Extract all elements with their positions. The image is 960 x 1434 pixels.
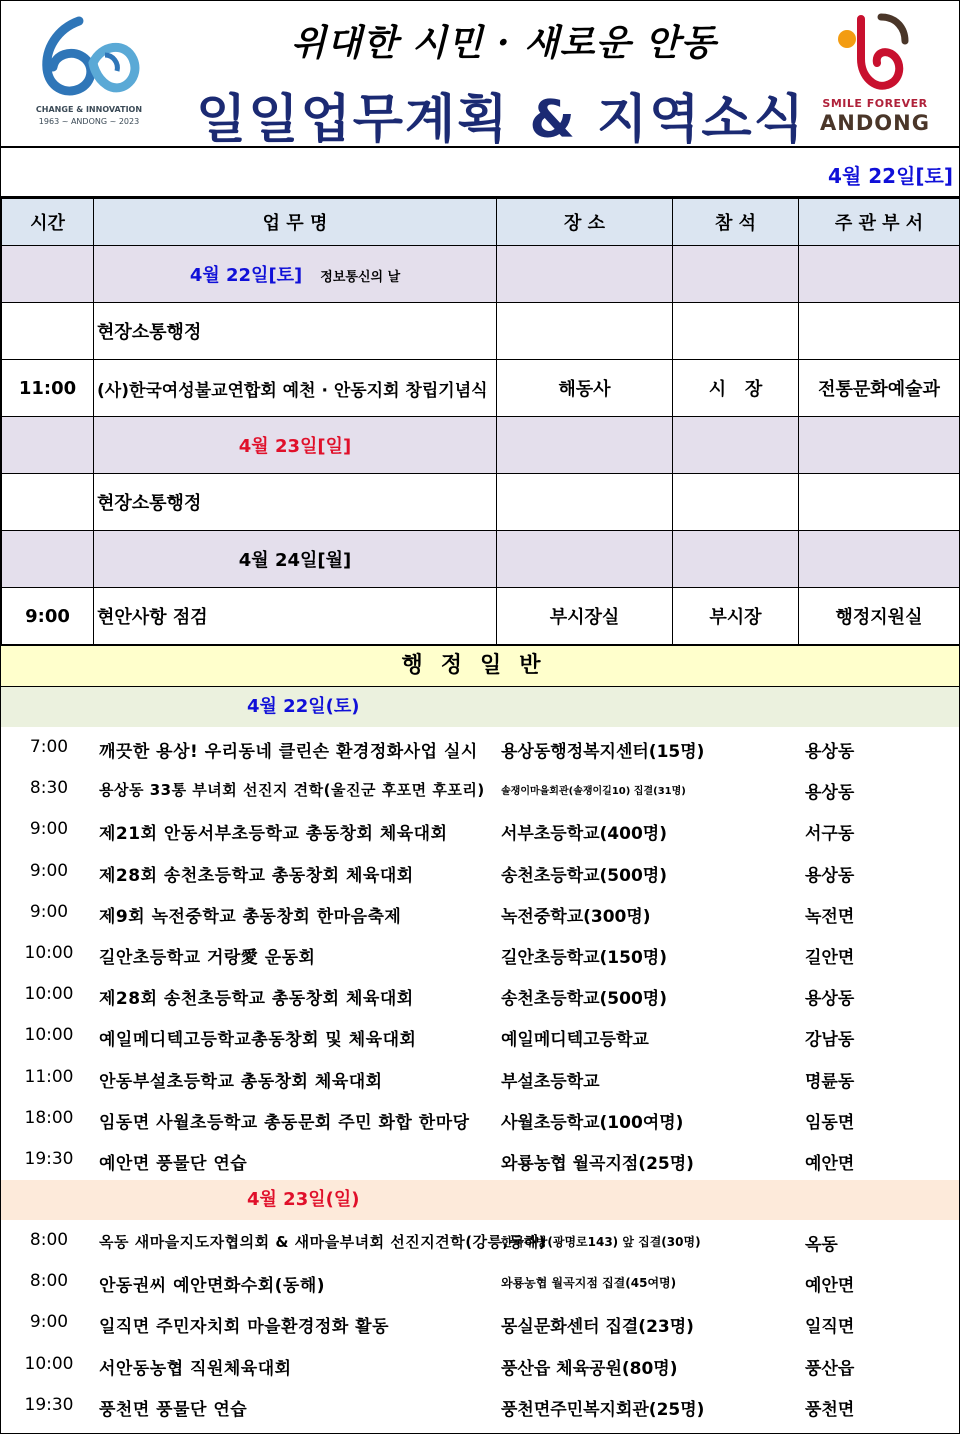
date-band-label: 4월 23일(일) [247,1189,360,1211]
event-row [1,1261,959,1302]
row-attendee: 시 장 [673,360,799,417]
event-name: 서안동농협 직원체육대회 [99,1358,292,1379]
day-cell [94,246,497,303]
event-time: 8:00 [29,1271,69,1292]
event-org: 임동면 [805,1112,855,1133]
event-time: 9:00 [29,860,69,881]
header-task: 업 무 명 [94,199,497,246]
event-name: 제21회 안동서부초등학교 총동창회 체육대회 [99,824,448,845]
event-row [1,1385,959,1426]
day-row [2,246,960,303]
event-name: 임동면 사월초등학교 총동문회 주민 화합 한마당 [99,1112,470,1133]
event-name: 길안초등학교 거랑愛 운동회 [99,947,316,968]
row-place: 부시장실 [497,588,673,645]
row-attendee [673,303,799,360]
row-dept: 행정지원실 [799,588,960,645]
event-time: 8:00 [29,1230,69,1251]
event-name: 예안면 풍물단 연습 [99,1153,248,1174]
event-row [1,1302,959,1343]
event-place: 풍천면주민복지회관(25명) [501,1399,705,1420]
event-org: 예안면 [805,1276,855,1297]
event-org: 용상동 [805,865,855,886]
event-row [1,1098,959,1139]
smile-mark-icon [831,11,921,95]
event-row [1,933,959,974]
event-org: 일직면 [805,1317,855,1338]
event-time: 19:30 [24,1148,74,1169]
event-org: 강남동 [805,1030,855,1051]
row-dept [799,474,960,531]
row-dept [799,303,960,360]
row-task: 현장소통행정 [94,303,497,360]
day-note: 정보통신의 날 [320,270,401,285]
event-list [1,727,959,1180]
sixty-logo-icon [35,15,143,99]
event-org: 예안면 [805,1153,855,1174]
event-name: 예일메디텍고등학교총동창회 및 체육대회 [99,1030,417,1051]
row-time [2,474,94,531]
event-row [1,851,959,892]
table-row [2,588,960,645]
row-place [497,474,673,531]
event-time: 10:00 [24,1025,74,1046]
header-place: 장 소 [497,199,673,246]
event-name: 제28회 송천초등학교 총동창회 체육대회 [99,865,414,886]
event-place: 송천초등학교(500명) [501,865,667,886]
event-place: 솔쟁이마을회관(솔쟁이길10) 집결(31명) [501,786,686,798]
event-org: 길안면 [805,947,855,968]
event-time: 19:30 [24,1394,74,1415]
row-task: (사)한국여성불교연합회 예천 · 안동지회 창립기념식 [94,360,497,417]
header-attendee: 참 석 [673,199,799,246]
row-time: 11:00 [2,360,94,417]
event-name: 깨끗한 용상! 우리동네 클린손 환경정화사업 실시 [99,742,478,762]
row-task: 현장소통행정 [94,474,497,531]
event-time: 7:00 [29,737,69,757]
event-row [1,727,959,768]
event-row [1,1344,959,1385]
event-list [1,1220,959,1426]
event-place: 와룡농협 월곡지점 집결(45여명) [501,1276,677,1291]
event-org: 풍산읍 [805,1358,855,1379]
event-org: 옥동 [805,1235,838,1256]
date-band-label: 4월 22일(토) [247,696,360,717]
event-time: 9:00 [29,901,69,922]
smile-andong-logo [813,11,937,136]
row-attendee [673,474,799,531]
header-time: 시간 [2,199,94,246]
page-header [1,1,959,148]
event-time: 10:00 [24,942,74,963]
event-place: 예일메디텍고등학교 [501,1030,649,1051]
event-place: 부설초등학교 [501,1071,600,1092]
event-place: 와룡농협 월곡지점(25명) [501,1153,694,1174]
day-label: 4월 24일[월] [94,531,497,588]
event-org: 풍천면 [805,1399,855,1420]
day-row [2,531,960,588]
city-slogan: 위대한 시민 · 새로운 안동 [291,22,717,64]
event-name: 제28회 송천초등학교 총동창회 체육대회 [99,989,414,1010]
header-dept: 주 관 부 서 [799,199,960,246]
event-time: 11:00 [24,1066,74,1087]
event-time: 18:00 [24,1107,74,1128]
event-name: 안동권씨 예안면화수회(동해) [99,1276,326,1297]
event-name: 풍천면 풍물단 연습 [99,1399,248,1420]
event-place: 길안초등학교(150명) [501,947,667,968]
event-name: 제9회 녹전중학교 총동창회 한마음축제 [99,906,402,927]
current-date: 4월 22일[토] [828,164,953,188]
row-task: 현안사항 점검 [94,588,497,645]
event-place: 서부초등학교(400명) [501,824,667,845]
event-place: 용상동행정복지센터(15명) [501,742,705,762]
event-row [1,809,959,850]
table-header-row [2,199,960,246]
event-time: 10:00 [24,1353,74,1374]
event-place: 사월초등학교(100여명) [501,1112,684,1133]
event-row [1,768,959,809]
logo-caption-1: CHANGE & INNOVATION [35,105,143,114]
event-time: 10:00 [24,984,74,1005]
date-band [1,687,959,727]
row-dept: 전통문화예술과 [799,360,960,417]
event-name: 일직면 주민자치회 마을환경정화 활동 [99,1317,390,1338]
event-time: 9:00 [29,819,69,840]
logo-caption-2: 1963 ~ ANDONG ~ 2023 [38,117,140,126]
event-place: 녹전중학교(300명) [501,906,651,927]
event-org: 녹전면 [805,906,855,927]
row-attendee: 부시장 [673,588,799,645]
right-logo-caption-1: SMILE FOREVER [822,97,928,110]
event-name: 안동부설초등학교 총동창회 체육대회 [99,1071,383,1092]
event-org: 용상동 [805,783,855,804]
anniversary-logo [29,15,149,135]
event-row [1,974,959,1015]
event-row [1,892,959,933]
day-label: 4월 23일[일] [94,417,497,474]
event-name: 옥동 새마을지도자협의회 & 새마을부녀회 선진지견학(강릉,동해) [99,1233,547,1252]
row-time: 9:00 [2,588,94,645]
event-row [1,1057,959,1098]
general-admin-heading: 행정일반 [1,645,959,687]
event-org: 용상동 [805,742,855,762]
event-org: 서구동 [805,824,855,845]
event-row [1,1015,959,1056]
right-logo-caption-2: ANDONG [820,111,930,135]
event-row [1,1220,959,1261]
event-name: 용상동 33통 부녀회 선진지 견학(울진군 후포면 후포리) [99,781,485,800]
event-place: 송천초등학교(500명) [501,989,667,1010]
day-row [2,417,960,474]
event-place: 풍산읍 체육공원(80명) [501,1358,678,1379]
official-schedule-table [1,198,960,645]
event-org: 명륜동 [805,1071,855,1092]
table-row [2,474,960,531]
event-org: 용상동 [805,989,855,1010]
event-place: 한국주방(광명로143) 앞 집결(30명) [501,1235,701,1250]
row-place [497,303,673,360]
event-row [1,1139,959,1180]
row-time [2,303,94,360]
date-band [1,1180,959,1220]
event-place: 몽실문화센터 집결(23명) [501,1317,694,1338]
day-label: 4월 22일[토] [189,265,303,286]
event-time: 9:00 [29,1312,69,1333]
current-date-row [1,148,959,198]
table-row [2,360,960,417]
event-time: 8:30 [29,778,69,799]
page-title: 일일업무계획 & 지역소식 [196,90,806,150]
table-row [2,303,960,360]
row-place: 해동사 [497,360,673,417]
